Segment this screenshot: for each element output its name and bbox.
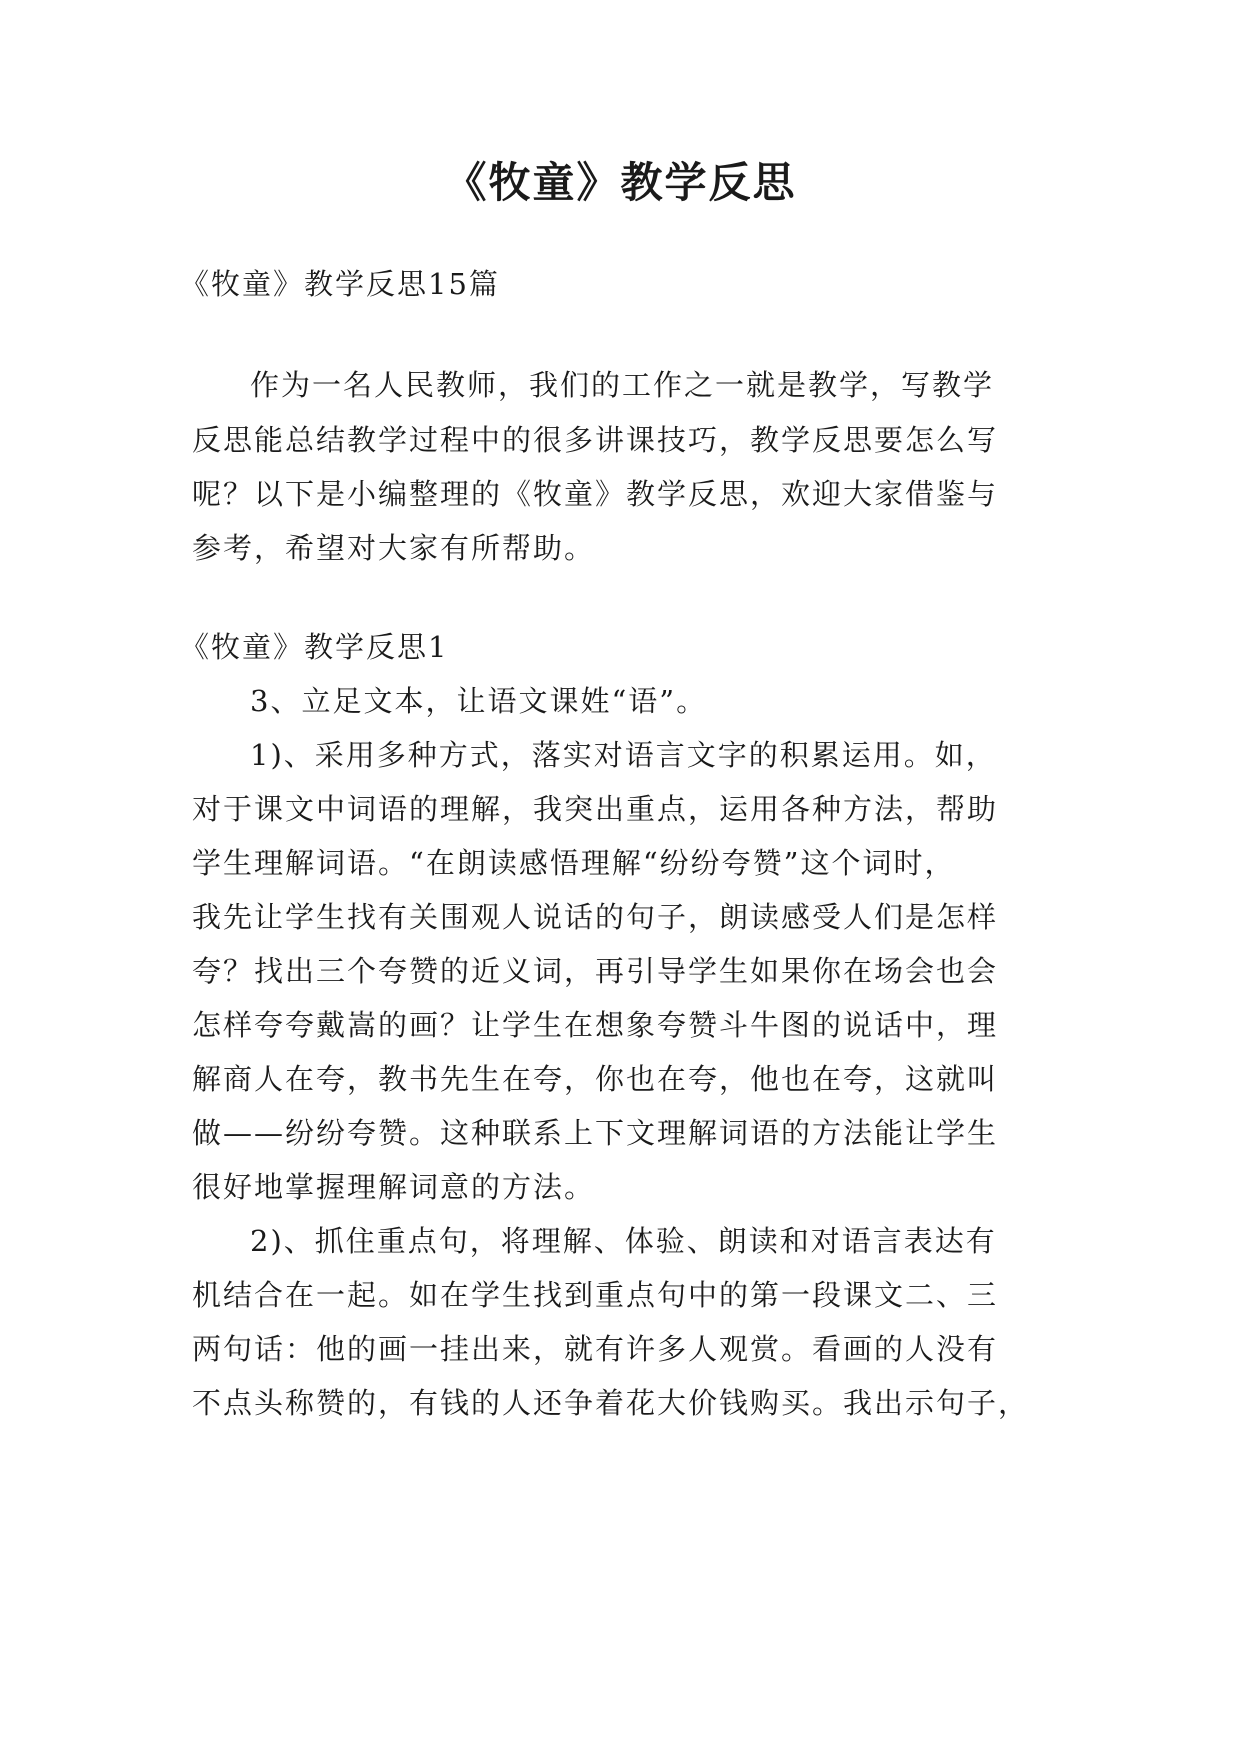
para1-line-8: 做——纷纷夸赞。这种联系上下文理解词语的方法能让学生 bbox=[192, 1116, 999, 1150]
para2-line-2: 机结合在一起。如在学生找到重点句中的第一段课文二、三 bbox=[192, 1278, 999, 1312]
para2-line-3: 两句话：他的画一挂出来，就有许多人观赏。看画的人没有 bbox=[192, 1332, 999, 1366]
para1-line-1: 1)、采用多种方式，落实对语言文字的积累运用。如， bbox=[250, 738, 997, 772]
intro-line-4: 参考，希望对大家有所帮助。 bbox=[192, 531, 596, 565]
para1-line-6: 怎样夸夸戴嵩的画？让学生在想象夸赞斗牛图的说话中，理 bbox=[192, 1008, 999, 1042]
section-heading: 《牧童》教学反思1 bbox=[180, 630, 449, 664]
para1-line-9: 很好地掌握理解词意的方法。 bbox=[192, 1170, 596, 1204]
para1-line-5: 夸？找出三个夸赞的近义词，再引导学生如果你在场会也会 bbox=[192, 954, 999, 988]
para1-line-4: 我先让学生找有关围观人说话的句子，朗读感受人们是怎样 bbox=[192, 900, 999, 934]
document-title: 《牧童》教学反思 bbox=[444, 158, 797, 207]
para2-line-4: 不点头称赞的，有钱的人还争着花大价钱购买。我出示句子， bbox=[192, 1386, 1030, 1420]
intro-line-3: 呢？以下是小编整理的《牧童》教学反思，欢迎大家借鉴与 bbox=[192, 477, 999, 511]
para1-line-3: 学生理解词语。“在朗读感悟理解“纷纷夸赞”这个词时， bbox=[192, 846, 956, 880]
para1-line-2: 对于课文中词语的理解，我突出重点，运用各种方法，帮助 bbox=[192, 792, 999, 826]
intro-line-1: 作为一名人民教师，我们的工作之一就是教学，写教学 bbox=[250, 368, 995, 402]
intro-line-2: 反思能总结教学过程中的很多讲课技巧，教学反思要怎么写 bbox=[192, 423, 999, 457]
point-3: 3、立足文本，让语文课姓“语”。 bbox=[250, 684, 708, 718]
document-subtitle: 《牧童》教学反思15篇 bbox=[180, 267, 500, 301]
para1-line-7: 解商人在夸，教书先生在夸，你也在夸，他也在夸，这就叫 bbox=[192, 1062, 999, 1096]
para2-line-1: 2)、抓住重点句，将理解、体验、朗读和对语言表达有 bbox=[250, 1224, 997, 1258]
